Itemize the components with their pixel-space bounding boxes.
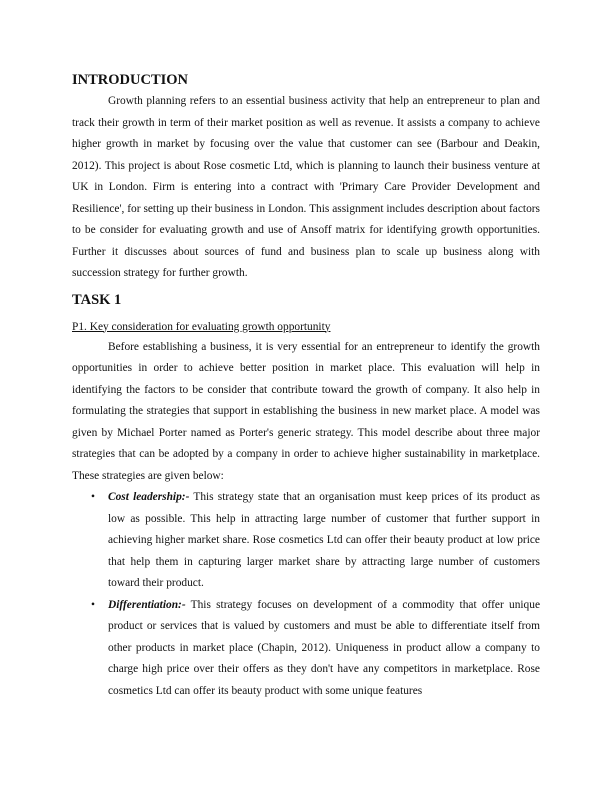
bullet-term: Differentiation:- (108, 598, 186, 611)
bullet-term: Cost leadership:- (108, 491, 190, 503)
list-item-differentiation (91, 595, 540, 703)
list-item-cost-leadership (91, 487, 540, 595)
bullet-text: This strategy state that an organisation must keep prices of its product as low as possible. This help in attracting large number of customer that further support in achieving higher market share. Rose cosmetics Ltd can offer their beauty product at low price that help them in capturing larger market share by attracting large number of customers toward their product. (108, 491, 540, 589)
task1-subheading: P1. Key consideration for evaluating growth opportunity (72, 320, 331, 333)
task1-heading: TASK 1 (72, 291, 122, 308)
introduction-paragraph: Growth planning refers to an essential business activity that help an entrepreneur to plan and track their growth in term of their market position as well as revenue. It assists a company to achieve higher growth in market by focusing over the value that customer can see (Barbour and Deakin, 2012). This project is about Rose cosmetic Ltd, which is planning to launch their business venture at UK in London. Firm is entering into a contract with 'Primary Care Provider Development and Resilience', for setting up their business in London. This assignment includes description about factors to be consider for evaluating growth and use of Ansoff matrix for identifying growth opportunities. Further it discusses about sources of fund and business plan to scale up business along with succession strategy for further growth. (72, 95, 540, 279)
bullet-icon: • (91, 491, 95, 503)
bullet-text: This strategy focuses on development of a commodity that offer unique product or services that is valued by customers and must be able to differentiate itself from other products in market place (Chapin, 2012). Uniqueness in product allow a company to charge high price over their offers as they don't have any competitors in marketplace. Rose cosmetics Ltd can offer its beauty product with some unique features (108, 598, 540, 697)
task1-paragraph: Before establishing a business, it is very essential for an entrepreneur to identify the growth opportunities in order to achieve better position in market place. This evaluation will help in identifying the factors to be consider that contribute toward the growth of company. It also help in formulating the strategies that support in establishing the business in new market place. A model was given by Michael Porter named as Porter's generic strategy. This model describe about three major strategies that can be adopted by a company in order to achieve higher sustainability in marketplace. These strategies are given below: (72, 340, 540, 482)
bullet-icon: • (91, 598, 95, 611)
strategy-list (72, 487, 540, 702)
document-page (72, 70, 540, 702)
introduction-heading: INTRODUCTION (72, 72, 189, 88)
